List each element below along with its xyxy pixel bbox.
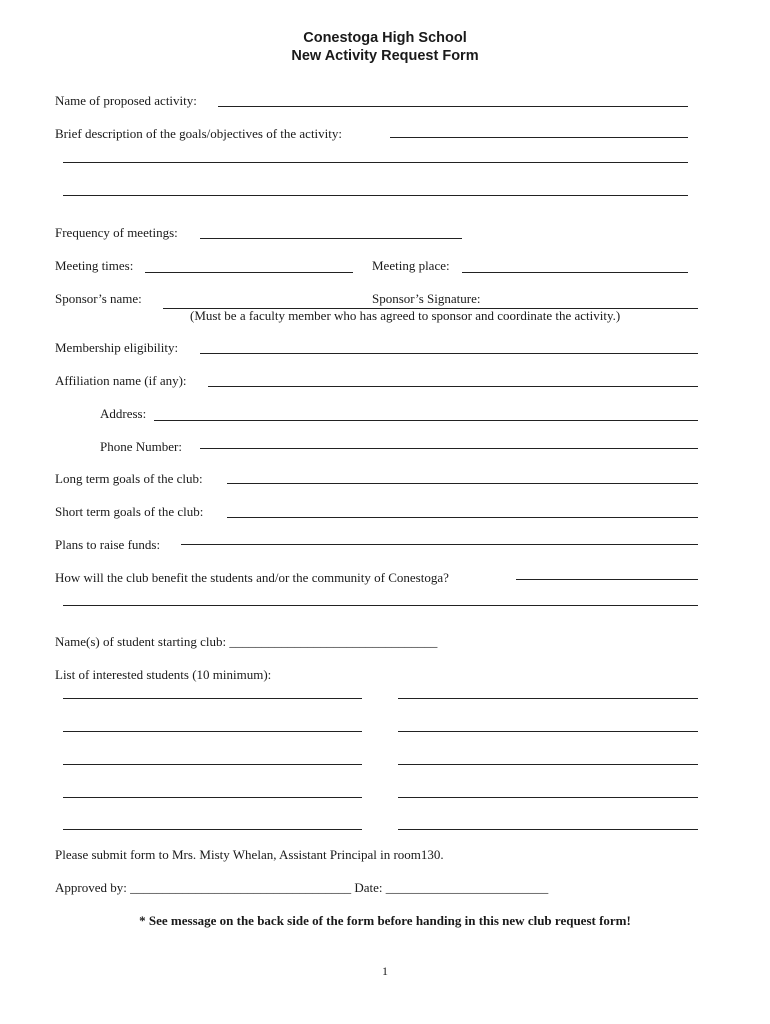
sponsor-signature-label: Sponsor’s Signature:	[372, 291, 481, 306]
form-title: New Activity Request Form	[291, 48, 479, 64]
student-line[interactable]	[398, 829, 698, 830]
description-field-3[interactable]	[63, 195, 688, 196]
student-line[interactable]	[63, 731, 362, 732]
affiliation-field[interactable]	[208, 386, 698, 387]
membership-label: Membership eligibility:	[55, 340, 179, 355]
frequency-label: Frequency of meetings:	[55, 225, 178, 240]
student-line[interactable]	[398, 698, 698, 699]
student-line[interactable]	[398, 764, 698, 765]
back-side-note: * See message on the back side of the form before handing in this new club request form!	[139, 913, 631, 928]
student-line[interactable]	[63, 764, 362, 765]
student-starting-label[interactable]: Name(s) of student starting club: ________________________________	[55, 634, 438, 649]
school-name: Conestoga High School	[303, 30, 467, 46]
meeting-place-label: Meeting place:	[372, 258, 450, 273]
long-term-goals-field[interactable]	[227, 483, 698, 484]
activity-name-field[interactable]	[218, 106, 688, 107]
activity-name-label: Name of proposed activity:	[55, 93, 197, 108]
description-field-2[interactable]	[63, 162, 688, 163]
student-line[interactable]	[63, 698, 362, 699]
meeting-times-label: Meeting times:	[55, 258, 134, 273]
student-line[interactable]	[63, 797, 362, 798]
fundraising-field[interactable]	[181, 544, 698, 545]
benefit-field-1[interactable]	[516, 579, 698, 580]
address-label: Address:	[100, 406, 147, 421]
meeting-place-field[interactable]	[462, 272, 688, 273]
meeting-times-field[interactable]	[145, 272, 353, 273]
benefit-field-2[interactable]	[63, 605, 698, 606]
membership-field[interactable]	[200, 353, 698, 354]
approval-line[interactable]: Approved by: __________________________________ Date: _________________________	[55, 880, 549, 895]
phone-label: Phone Number:	[100, 439, 182, 454]
short-term-goals-label: Short term goals of the club:	[55, 504, 204, 519]
short-term-goals-field[interactable]	[227, 517, 698, 518]
student-line[interactable]	[398, 731, 698, 732]
submit-note: Please submit form to Mrs. Misty Whelan, Assistant Principal in room130.	[55, 847, 444, 862]
phone-field[interactable]	[200, 448, 698, 449]
benefit-label: How will the club benefit the students and/or the community of Conestoga?	[55, 570, 449, 585]
page-number: 1	[382, 964, 388, 978]
sponsor-note: (Must be a faculty member who has agreed to sponsor and coordinate the activity.)	[190, 308, 621, 323]
address-field[interactable]	[154, 420, 698, 421]
interested-students-label: List of interested students (10 minimum):	[55, 667, 272, 682]
student-line[interactable]	[63, 829, 362, 830]
description-field-1[interactable]	[390, 137, 688, 138]
sponsor-name-label: Sponsor’s name:	[55, 291, 142, 306]
frequency-field[interactable]	[200, 238, 462, 239]
long-term-goals-label: Long term goals of the club:	[55, 471, 203, 486]
affiliation-label: Affiliation name (if any):	[55, 373, 187, 388]
description-label: Brief description of the goals/objectives of the activity:	[55, 126, 343, 141]
fundraising-label: Plans to raise funds:	[55, 537, 161, 552]
student-line[interactable]	[398, 797, 698, 798]
